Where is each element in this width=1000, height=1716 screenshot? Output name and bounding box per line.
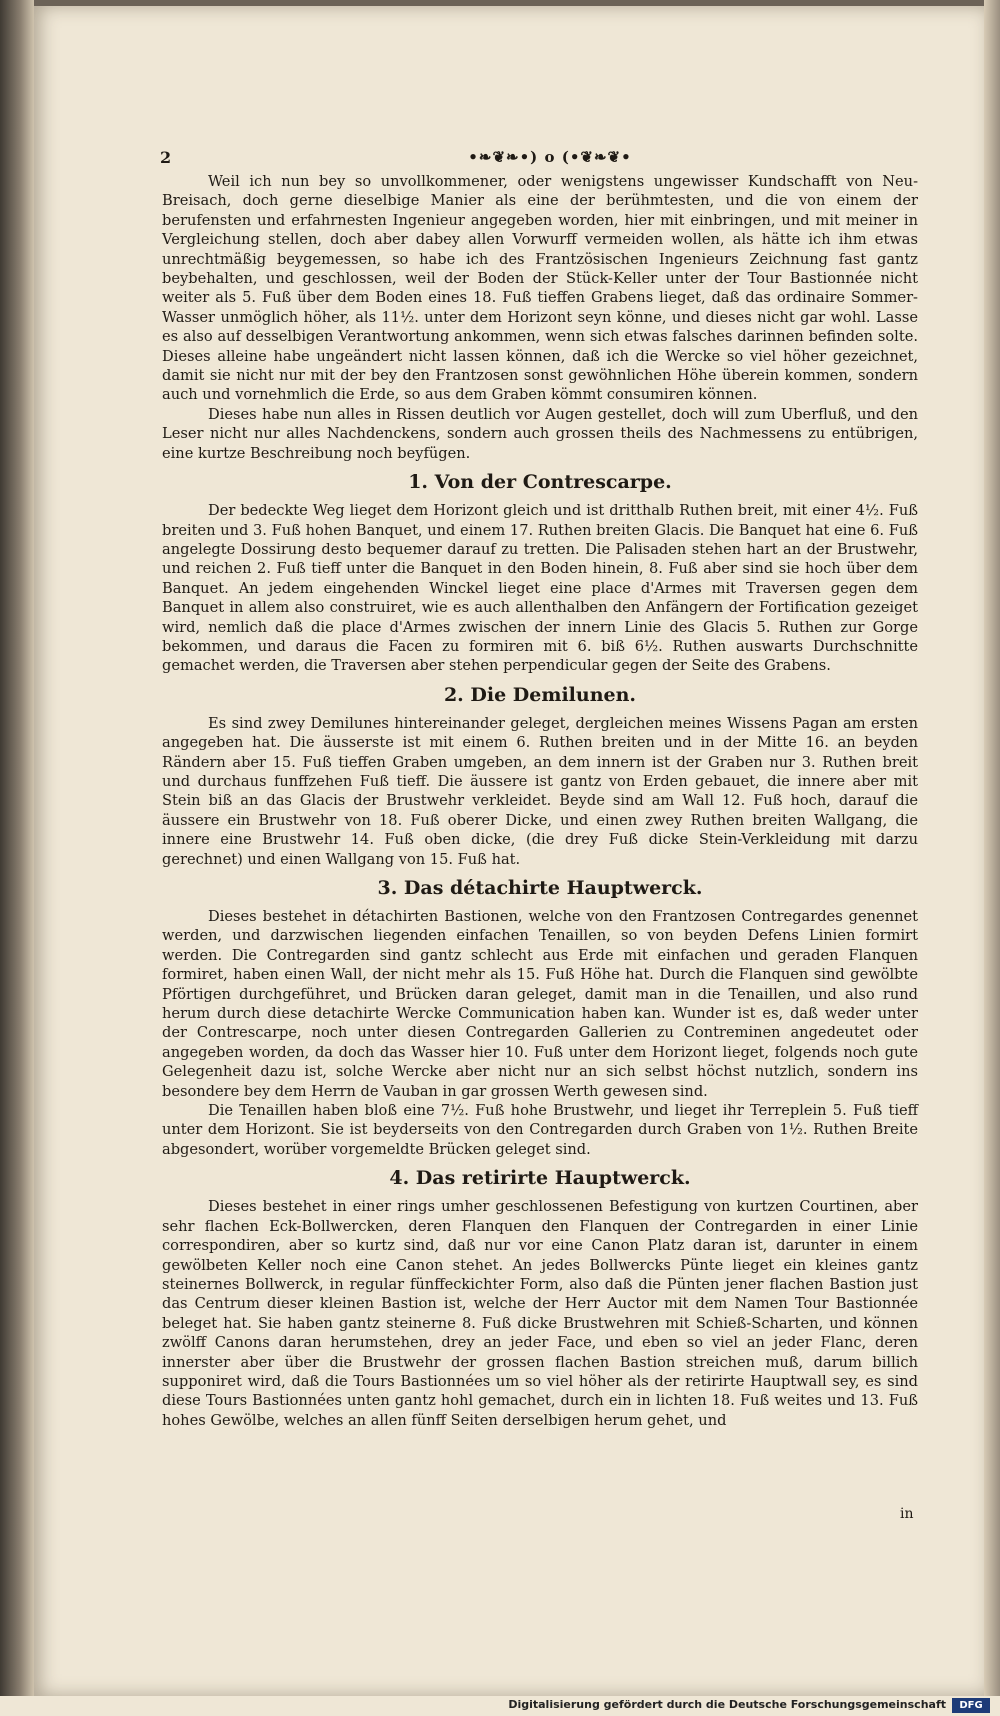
footer-credit: Digitalisierung gefördert durch die Deutsche Forschungsgemeinschaft: [508, 1698, 946, 1711]
paragraph-detachirte-2: Die Tenaillen haben bloß eine 7½. Fuß hohe Brustwehr, und lieget ihr Terreplein 5. Fuß tieff unter dem Horizont. Sie ist beyderseits von den Contregarden durch Graben von 1½. Ruthen Breite abgesondert, worüber vorgemeldte Brücken geleget sind.: [162, 1102, 918, 1158]
paragraph-intro-1: Weil ich nun bey so unvollkommener, oder wenigstens ungewisser Kundschafft von Neu-Breisach, doch gerne dieselbige Manier als eine der berühmtesten, und die von einem der berufensten und erfahrnesten Ingenieur angegeben worden, hier mit einbringen, und mit meiner in Vergleichung stellen, doch aber dabey allen Vorwurff vermeiden wollen, als hätte ich ihm etwas unrechtmäßig beygemessen, so habe ich des Frantzösischen Ingenieurs Zeichnung fast gantz beybehalten, und geschlossen, weil der Boden der Stück-Keller unter der Tour Bastionnée nicht weiter als 5. Fuß über dem Boden eines 18. Fuß tieffen Grabens lieget, daß das ordinaire Sommer-Wasser unmöglich höher, als 11½. unter dem Horizont seyn könne, und dieses nicht gar wohl. Lasse es also auf desselbigen Verantwortung ankommen, wenn sich etwas falsches darinnen befinden solte. Dieses alleine habe ungeändert nicht lassen können, daß ich die Wercke so viel höher gezeichnet, damit sie nicht nur mit der bey den Frantzosen sonst gewöhnlichen Höhe überein kommen, sondern auch und vornehmlich die Erde, so aus dem Graben kömmt consumiren können.: [162, 173, 918, 404]
section-heading-demilunen: 2. Die Demilunen.: [443, 683, 637, 706]
paragraph-contrescarpe: Der bedeckte Weg lieget dem Horizont gleich und ist dritthalb Ruthen breit, mit einer 4½. Fuß breiten und 3. Fuß hohen Banquet, und einem 17. Ruthen breiten Glacis. Die Banquet hat eine 6. Fuß angelegte Dossirung desto bequemer darauf zu tretten. Die Palisaden stehen hart an der Brustwehr, und reichen 2. Fuß tieff unter die Banquet in den Boden hinein, 8. Fuß aber sind sie hoch über dem Banquet. An jedem eingehenden Winckel lieget eine place d'Armes mit Traversen gegen dem Banquet in allem also construiret, wie es auch allenthalben den Anfängern der Fortification gezeiget wird, nemlich daß die place d'Armes zwischen der innern Linie des Glacis 5. Ruthen zur Gorge bekommen, und daraus die Facen zu formiren mit 6. biß 6½. Ruthen auswarts Durchschnitte gemachet werden, die Traversen aber stehen perpendicular gegen der Seite des Grabens.: [162, 502, 918, 675]
header-ornament: •❧❦❧•) o (•❦❧❦•: [468, 148, 632, 166]
paragraph-detachirte-1: Dieses bestehet in détachirten Bastionen, welche von den Frantzosen Contregardes genennet werden, und darzwischen liegenden einfachen Tenaillen, so von beyden Defens Linien formirt werden. Die Contregarden sind gantz schlecht aus Erde mit einfachen und geraden Flanquen formiret, haben einen Wall, der nicht mehr als 15. Fuß Höhe hat. Durch die Flanquen sind gewölbte Pförtigen durchgeführet, und Brücken daran geleget, damit man in die Tenaillen, und also rund herum durch diese detachirte Wercke Communication haben kan. Wunder ist es, daß weder unter der Contrescarpe, noch unter diesen Contregarden Gallerien zu Contreminen angedeutet oder angegeben worden, da doch das Wasser hier 10. Fuß unter dem Horizont lieget, folgends noch gute Gelegenheit dazu ist, solche Wercke aber nicht nur an sich selbst höchst nutzlich, sondern ins besondere bey dem Herrn de Vauban in gar grossen Werth gewesen sind.: [162, 908, 918, 1100]
page-number: 2: [160, 148, 172, 167]
catchword: in: [900, 1506, 914, 1522]
section-heading-detachirte-hauptwerck: 3. Das détachirte Hauptwerck.: [377, 877, 703, 899]
scan-edge-right: [984, 0, 1000, 1716]
scan-binding-left: [0, 0, 34, 1716]
footer-bar: [0, 1696, 1000, 1716]
paragraph-demilunen: Es sind zwey Demilunes hintereinander geleget, dergleichen meines Wissens Pagan am ersten angegeben hat. Die äusserste ist mit einem 6. Ruthen breiten und in der Mitte 16. an beyden Rändern aber 15. Fuß tieffen Graben umgeben, an dem innern ist der Graben nur 3. Ruthen breit und durchaus funffzehen Fuß tieff. Die äussere ist gantz von Erden gebauet, die innere aber mit Stein biß an das Glacis der Brustwehr verkleidet. Beyde sind am Wall 12. Fuß hoch, darauf die äussere ein Brustwehr von 18. Fuß oberer Dicke, und einen zwey Ruthen breiten Wallgang, die innere eine Brustwehr 14. Fuß oben dicke, (die drey Fuß dicke Stein-Verkleidung mit darzu gerechnet) und einen Wallgang von 15. Fuß hat.: [162, 714, 918, 868]
paragraph-intro-2: Dieses habe nun alles in Rissen deutlich vor Augen gestellet, doch will zum Uberfluß, und den Leser nicht nur alles Nachdenckens, sondern auch grossen theils des Nachmessens zu entübrigen, eine kurtze Beschreibung noch beyfügen.: [162, 405, 918, 462]
page-body: [162, 150, 918, 1430]
section-heading-retirirte-hauptwerck: 4. Das retirirte Hauptwerck.: [389, 1167, 691, 1190]
dfg-logo: DFG: [952, 1698, 990, 1713]
section-heading-contrescarpe: 1. Von der Contrescarpe.: [408, 471, 672, 494]
paragraph-retirirte: Dieses bestehet in einer rings umher geschlossenen Befestigung von kurtzen Courtinen, aber sehr flachen Eck-Bollwercken, deren Flanquen den Flanquen der Contregarden in einer Linie correspondiren, aber so kurtz sind, daß nur vor eine Canon Platz daran ist, darunter in einem gewölbeten Keller noch eine Canon stehet. An jedes Bollwercks Pünte lieget ein kleines gantz steinernes Bollwerck, in regular fünffeckichter Form, also daß die Pünten jener flachen Bastion just das Centrum dieser kleinen Bastion ist, welche der Herr Auctor mit dem Namen Tour Bastionnée beleget hat. Sie haben gantz steinerne 8. Fuß dicke Brustwehren mit Schieß-Scharten, und können zwölff Canons daran herumstehen, drey an jeder Face, und eben so viel an jeder Flanc, deren innerster aber über die Brustwehr der grossen flachen Bastion streichen muß, darum billich supponiret wird, daß die Tours Bastionnées um so viel höher als der retirirte Hauptwall sey, es sind diese Tours Bastionnées unten gantz hohl gemachet, durch ein in lichten 18. Fuß weites und 13. Fuß hohes Gewölbe, welches an allen fünff Seiten derselbigen herum gehet, und: [162, 1198, 918, 1429]
